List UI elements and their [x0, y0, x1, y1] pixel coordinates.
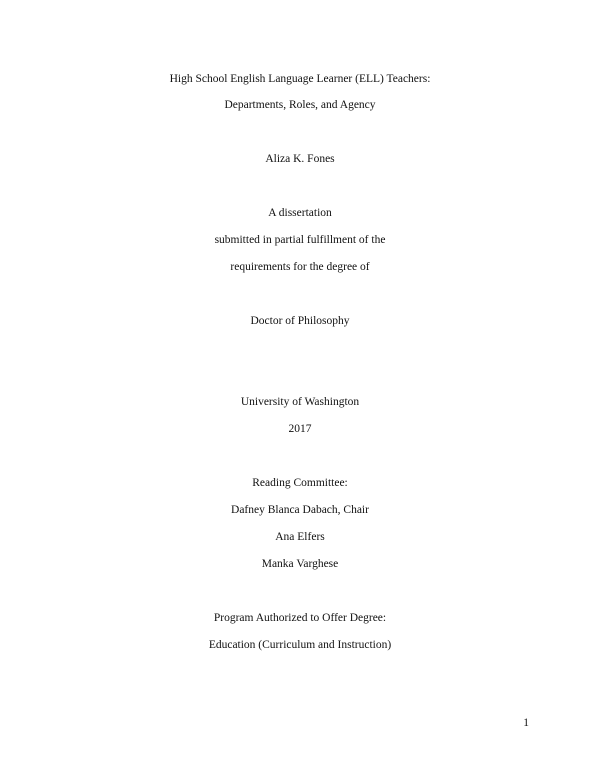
institution-name: University of Washington	[240, 396, 360, 408]
submission-line-3: requirements for the degree of	[230, 261, 370, 273]
year: 2017	[288, 423, 312, 435]
degree-name: Doctor of Philosophy	[250, 315, 350, 327]
committee-member: Ana Elfers	[275, 531, 325, 543]
committee-heading: Reading Committee:	[252, 477, 348, 489]
program-name: Education (Curriculum and Instruction)	[208, 639, 392, 651]
title-line-2: Departments, Roles, and Agency	[224, 99, 376, 111]
submission-line-2: submitted in partial fulfillment of the	[214, 234, 386, 246]
submission-line-1: A dissertation	[268, 207, 332, 219]
title-line-1: High School English Language Learner (ELL) Teachers:	[169, 73, 431, 85]
program-heading: Program Authorized to Offer Degree:	[213, 612, 387, 624]
committee-member-chair: Dafney Blanca Dabach, Chair	[231, 504, 369, 516]
author-name: Aliza K. Fones	[265, 153, 335, 165]
page-number: 1	[523, 717, 529, 729]
committee-member: Manka Varghese	[261, 558, 339, 570]
